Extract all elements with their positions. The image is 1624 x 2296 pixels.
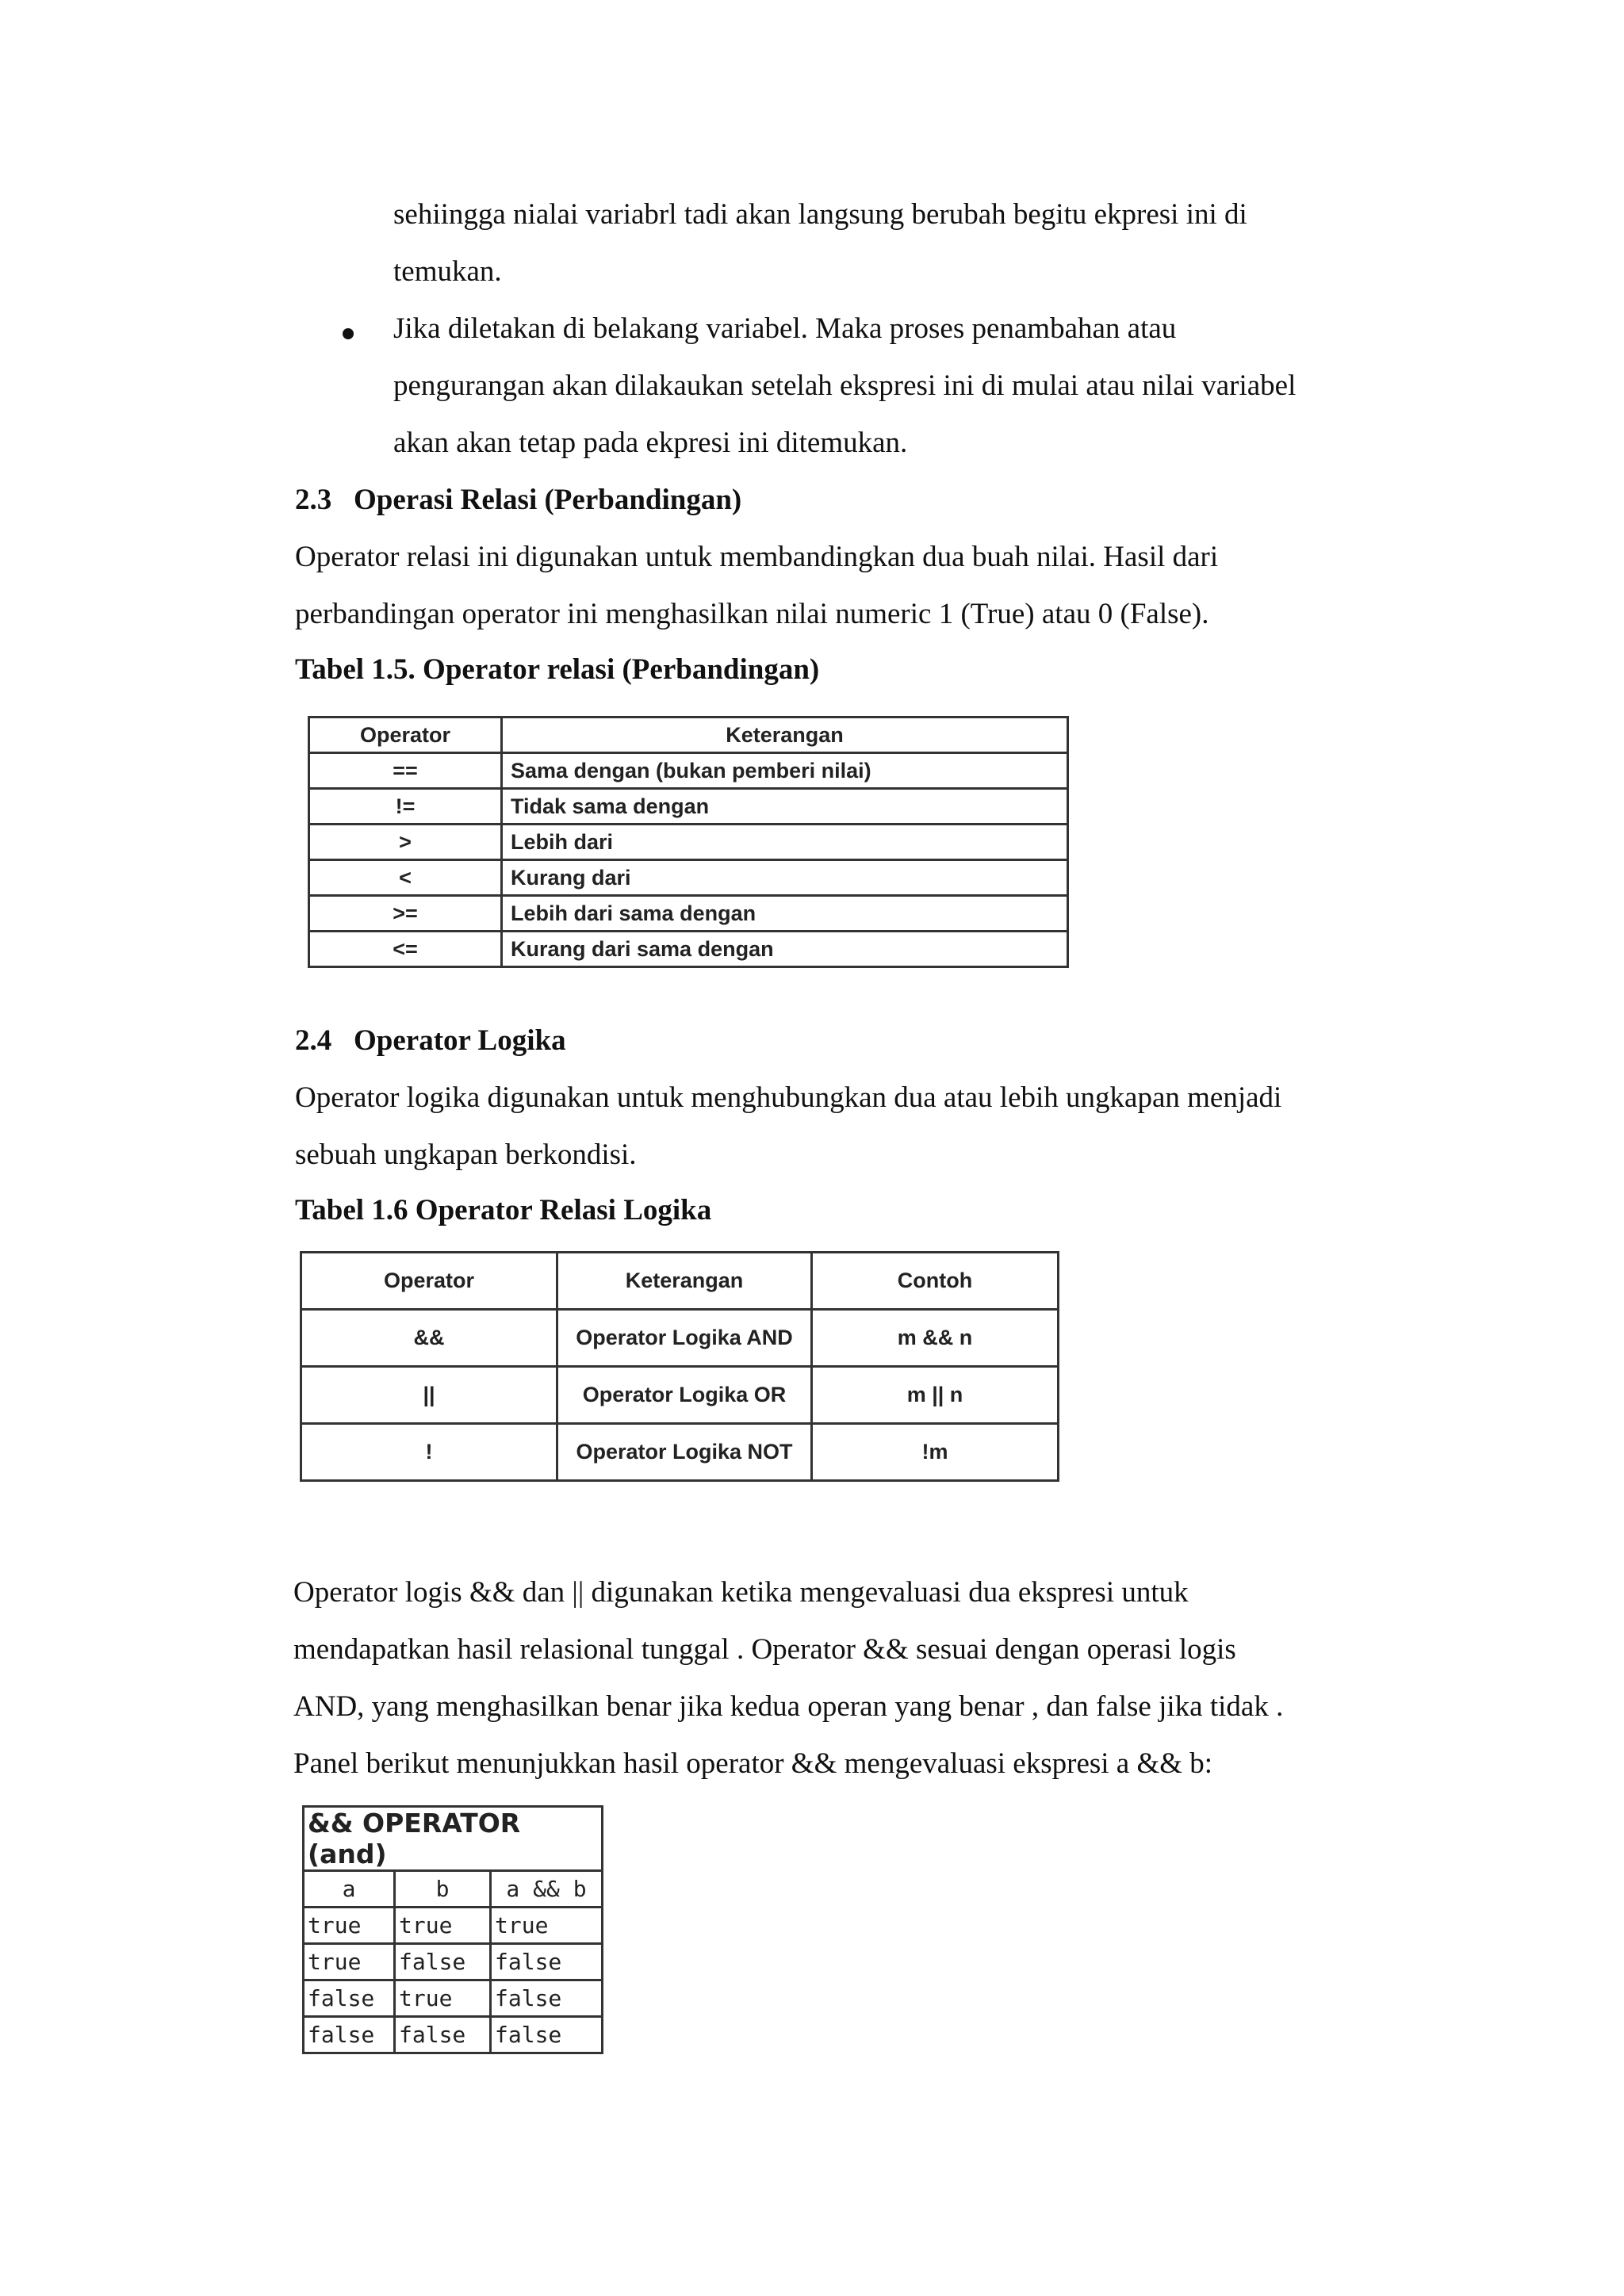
table-cell: m && n	[812, 1310, 1059, 1367]
table-cell: ==	[309, 753, 502, 789]
table-cell: false	[491, 2017, 603, 2053]
table-1-5-caption: Tabel 1.5. Operator relasi (Perbandingan)	[295, 653, 820, 686]
table-row	[301, 1310, 1059, 1367]
table-cell: Operator Logika AND	[557, 1310, 812, 1367]
column-header: Operator	[301, 1253, 557, 1310]
table-cell: !	[301, 1424, 557, 1481]
table-cell: false	[395, 2017, 491, 2053]
table-row	[304, 2017, 603, 2053]
table-row	[304, 1944, 603, 1980]
text: sehiingga nialai variabrl tadi akan langsung berubah begitu ekpresi ini di	[393, 198, 1247, 231]
bullet-icon	[343, 328, 354, 339]
table-cell: m || n	[812, 1367, 1059, 1424]
table-cell: true	[395, 1908, 491, 1944]
table-cell: &&	[301, 1310, 557, 1367]
bullet-line-1: Jika diletakan di belakang variabel. Maka proses penambahan atau	[393, 312, 1177, 345]
table-cell: Lebih dari sama dengan	[502, 896, 1068, 932]
table-cell: Operator Logika OR	[557, 1367, 812, 1424]
logic-paragraph-line-4: Panel berikut menunjukkan hasil operator && mengevaluasi ekspresi a && b:	[293, 1747, 1213, 1780]
section-2-3-paragraph-line-2: perbandingan operator ini menghasilkan nilai numeric 1 (True) atau 0 (False).	[295, 598, 1209, 630]
table-row	[304, 1980, 603, 2017]
table-row	[304, 1908, 603, 1944]
table-title-row	[304, 1807, 603, 1871]
table-1-6	[300, 1251, 1059, 1482]
table-cell: Kurang dari	[502, 860, 1068, 896]
table-cell: Operator Logika NOT	[557, 1424, 812, 1481]
table-cell: true	[304, 1908, 395, 1944]
table-cell: false	[491, 1980, 603, 2017]
top-paragraph-line-2: temukan.	[393, 255, 502, 288]
table-cell: >	[309, 825, 502, 860]
table-cell: Tidak sama dengan	[502, 789, 1068, 825]
table-cell: false	[304, 2017, 395, 2053]
column-header: a && b	[491, 1871, 603, 1908]
table-cell: >=	[309, 896, 502, 932]
table-cell: true	[491, 1908, 603, 1944]
table-cell: <	[309, 860, 502, 896]
logic-paragraph-line-3: AND, yang menghasilkan benar jika kedua operan yang benar , dan false jika tidak .	[293, 1690, 1284, 1723]
table-cell: <=	[309, 932, 502, 967]
table-title: && OPERATOR (and)	[304, 1807, 603, 1871]
column-header: Keterangan	[502, 718, 1068, 753]
table-header-row	[309, 718, 1068, 753]
table-row	[309, 825, 1068, 860]
section-2-4-paragraph-line-1: Operator logika digunakan untuk menghubungkan dua atau lebih ungkapan menjadi	[295, 1081, 1282, 1114]
and-operator-table	[302, 1805, 603, 2054]
column-header: b	[395, 1871, 491, 1908]
section-2-3-paragraph-line-1: Operator relasi ini digunakan untuk membandingkan dua buah nilai. Hasil dari	[295, 541, 1219, 573]
table-row	[301, 1424, 1059, 1481]
top-paragraph-line-1	[393, 200, 1345, 229]
logic-paragraph-line-1: Operator logis && dan || digunakan ketika mengevaluasi dua ekspresi untuk	[293, 1576, 1189, 1609]
section-2-4-paragraph-line-2: sebuah ungkapan berkondisi.	[295, 1138, 637, 1171]
table-cell: !m	[812, 1424, 1059, 1481]
table-row	[309, 789, 1068, 825]
table-cell: true	[395, 1980, 491, 2017]
table-cell: Lebih dari	[502, 825, 1068, 860]
logic-paragraph-line-2: mendapatkan hasil relasional tunggal . Operator && sesuai dengan operasi logis	[293, 1633, 1236, 1666]
table-row	[309, 860, 1068, 896]
table-cell: true	[304, 1944, 395, 1980]
table-row	[309, 932, 1068, 967]
bullet-line-2: pengurangan akan dilakaukan setelah ekspresi ini di mulai atau nilai variabel	[393, 369, 1297, 402]
section-heading-2-3: 2.3 Operasi Relasi (Perbandingan)	[295, 484, 742, 516]
table-cell: Sama dengan (bukan pemberi nilai)	[502, 753, 1068, 789]
table-row	[309, 753, 1068, 789]
table-header-row	[304, 1871, 603, 1908]
column-header: Contoh	[812, 1253, 1059, 1310]
table-1-5	[308, 716, 1069, 968]
table-1-6-caption: Tabel 1.6 Operator Relasi Logika	[295, 1194, 712, 1226]
column-header: Operator	[309, 718, 502, 753]
table-cell: false	[395, 1944, 491, 1980]
table-cell: false	[304, 1980, 395, 2017]
table-cell: ||	[301, 1367, 557, 1424]
table-cell: false	[491, 1944, 603, 1980]
table-row	[309, 896, 1068, 932]
table-row	[301, 1367, 1059, 1424]
column-header: a	[304, 1871, 395, 1908]
table-cell: Kurang dari sama dengan	[502, 932, 1068, 967]
column-header: Keterangan	[557, 1253, 812, 1310]
table-cell: !=	[309, 789, 502, 825]
table-header-row	[301, 1253, 1059, 1310]
section-heading-2-4: 2.4 Operator Logika	[295, 1024, 566, 1057]
bullet-line-3: akan akan tetap pada ekpresi ini ditemukan.	[393, 427, 908, 459]
